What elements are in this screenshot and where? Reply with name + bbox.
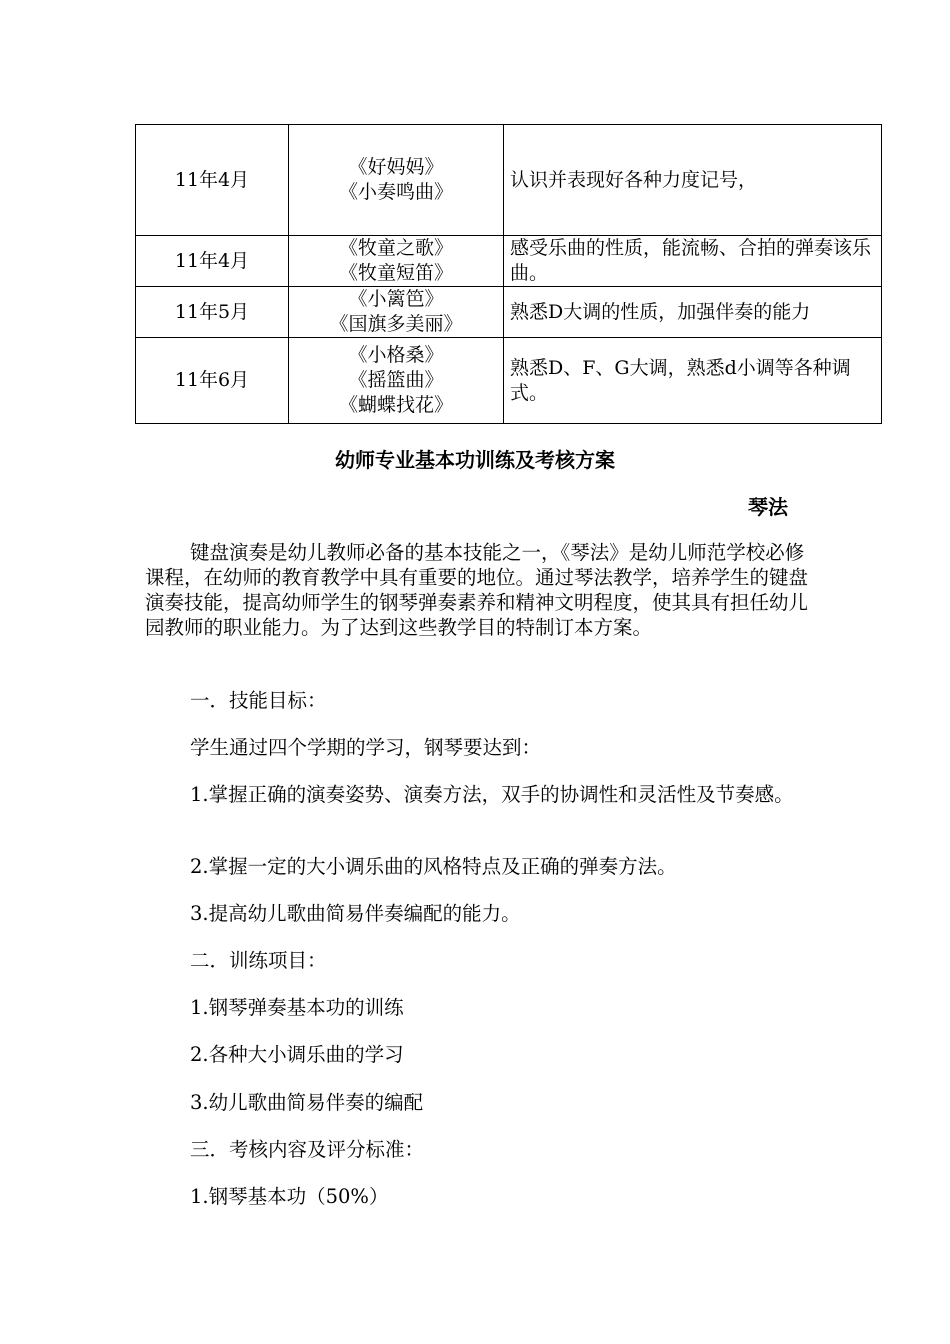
piece-title: 《牧童之歌》 [338, 237, 453, 259]
date-cell: 11年4月 [136, 236, 289, 287]
piece-cell [289, 236, 504, 287]
table-row [136, 236, 882, 287]
section-heading-training-items: 二．训练项目： [190, 949, 327, 972]
document-title: 幼师专业基本功训练及考核方案 [335, 448, 615, 472]
goal-cell: 熟悉D、F、G大调，熟悉d小调等各种调式。 [504, 338, 882, 424]
skill-goal-item: 3.提高幼儿歌曲简易伴奏编配的能力。 [190, 902, 521, 925]
skill-goal-item: 2.掌握一定的大小调乐曲的风格特点及正确的弹奏方法。 [190, 855, 677, 878]
piece-title: 《蝴蝶找花》 [338, 394, 453, 416]
piece-title: 《好妈妈》 [348, 156, 444, 178]
intro-paragraph: 键盘演奏是幼儿教师必备的基本技能之一，《琴法》是幼儿师范学校必修课程，在幼师的教育教学中具有重要的地位。通过琴法教学，培养学生的键盘演奏技能，提高幼师学生的钢琴弹奏素养和精神文明程度，使其具有担任幼儿园教师的职业能力。为了达到这些教学目的特制订本方案。 [145, 541, 809, 639]
document-subtitle: 琴法 [748, 495, 788, 519]
skill-goal-item: 1.掌握正确的演奏姿势、演奏方法，双手的协调性和灵活性及节奏感。 [190, 783, 794, 806]
goal-cell: 感受乐曲的性质，能流畅、合拍的弹奏该乐曲。 [504, 236, 882, 287]
piece-cell [289, 338, 504, 424]
section-heading-skill-goals: 一．技能目标： [190, 689, 327, 712]
table-row [136, 287, 882, 338]
training-item: 1.钢琴弹奏基本功的训练 [190, 996, 404, 1019]
table-row [136, 125, 882, 236]
piece-title: 《小篱笆》 [348, 288, 444, 310]
training-item: 2.各种大小调乐曲的学习 [190, 1043, 404, 1066]
goal-cell: 认识并表现好各种力度记号， [504, 125, 882, 236]
date-cell: 11年6月 [136, 338, 289, 424]
skill-goals-lead: 学生通过四个学期的学习，钢琴要达到： [190, 736, 542, 759]
table-row [136, 338, 882, 424]
training-item: 3.幼儿歌曲简易伴奏的编配 [190, 1091, 424, 1114]
piece-cell [289, 125, 504, 236]
section-heading-assessment: 三．考核内容及评分标准： [190, 1138, 425, 1161]
piece-title: 《小奏鸣曲》 [338, 181, 453, 203]
piece-cell [289, 287, 504, 338]
goal-cell: 熟悉D大调的性质，加强伴奏的能力 [504, 287, 882, 338]
assessment-item: 1.钢琴基本功（50%） [190, 1185, 389, 1208]
piece-title: 《牧童短笛》 [338, 262, 453, 284]
piece-title: 《小格桑》 [348, 344, 444, 366]
date-cell: 11年5月 [136, 287, 289, 338]
date-cell: 11年4月 [136, 125, 289, 236]
piece-title: 《国旗多美丽》 [329, 313, 463, 335]
piece-title: 《摇篮曲》 [348, 369, 444, 391]
lesson-schedule-table [135, 124, 882, 424]
